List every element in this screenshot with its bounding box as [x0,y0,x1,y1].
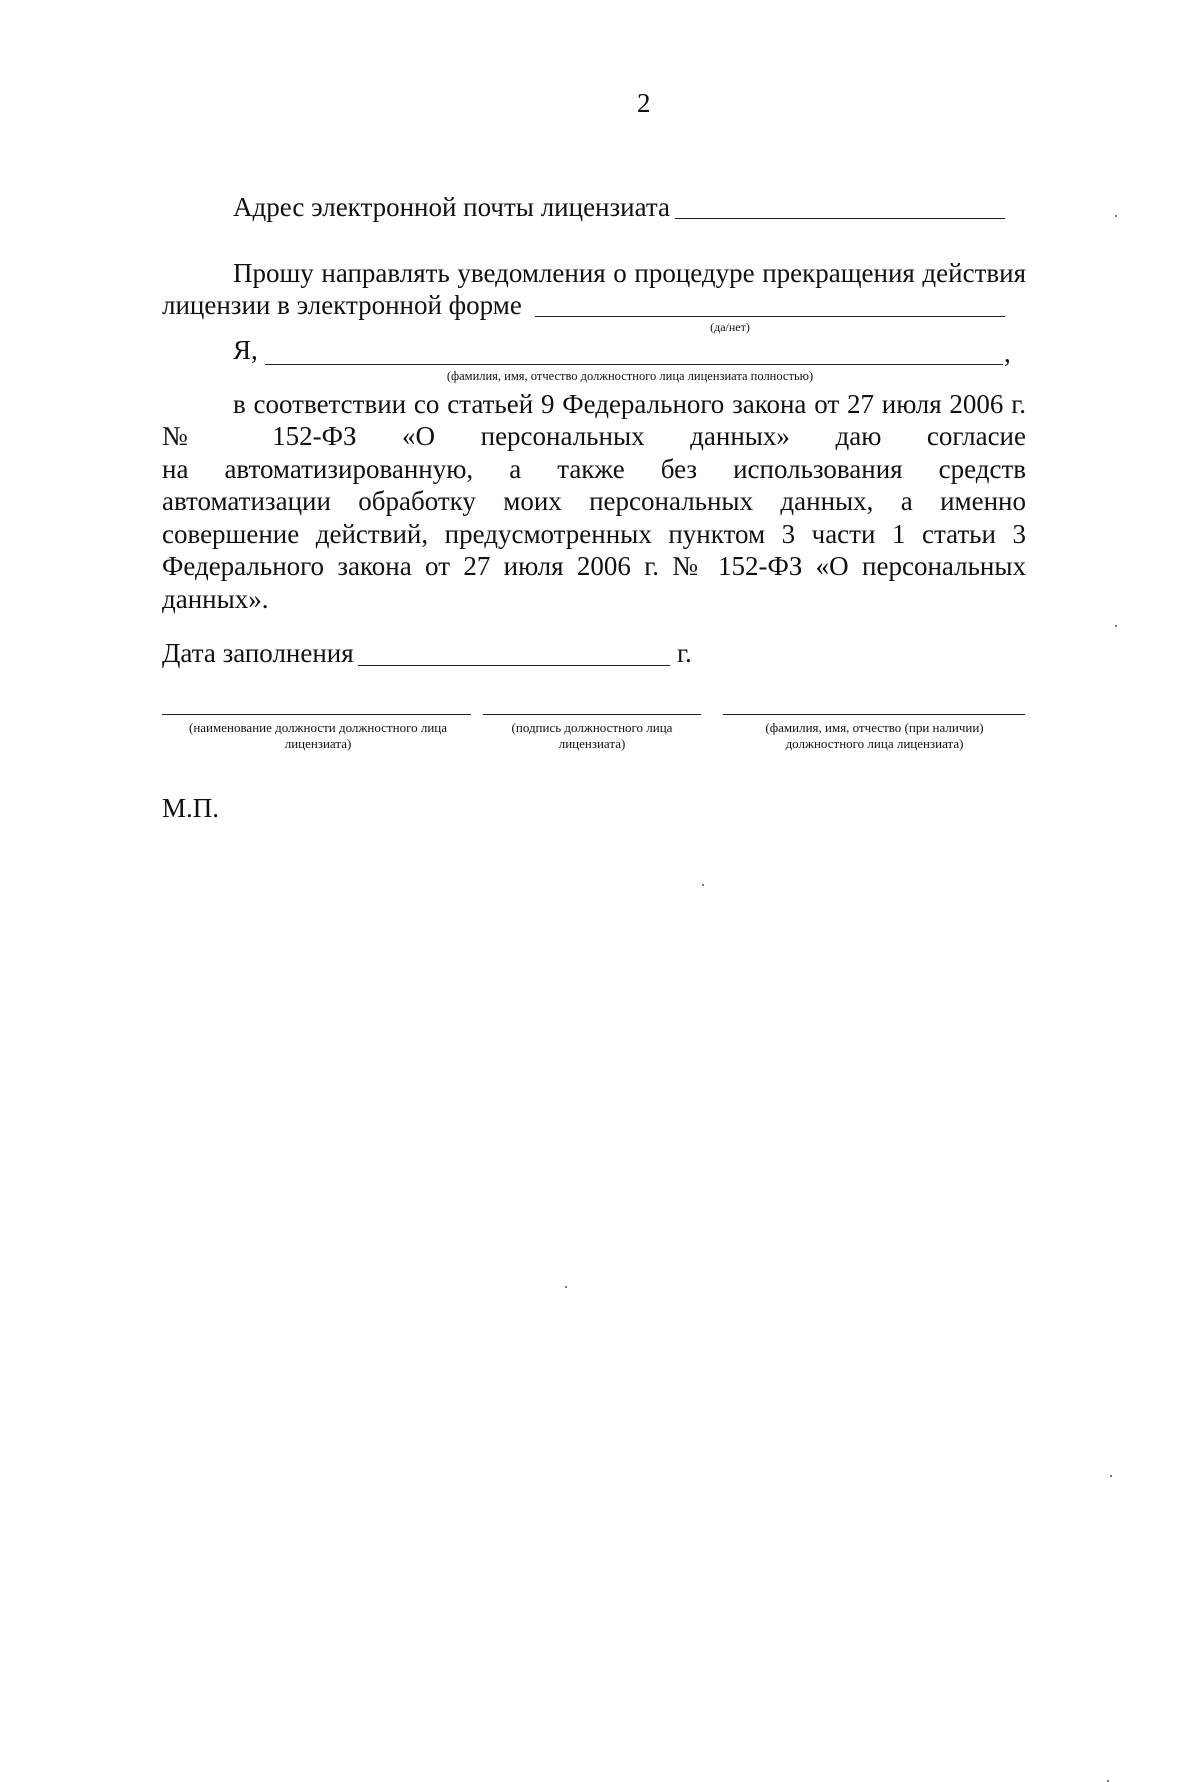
scan-speck [1110,1475,1112,1477]
notify-field-line[interactable] [535,316,1005,317]
notify-text-line1: Прошу направлять уведомления о процедуре прекращения действия [233,258,1026,288]
consent-line-7: данных». [162,583,269,614]
scan-speck [1115,625,1117,627]
fio-field-line[interactable] [723,714,1025,715]
fio-hint: (фамилия, имя, отчество (при наличии) должностного лица лицензиата) [765,720,984,752]
email-field-line[interactable] [675,218,1005,219]
page-number: 2 [637,88,651,118]
date-field-line[interactable] [358,665,670,666]
name-field-line[interactable] [265,364,1003,365]
email-label: Адрес электронной почты лицензиата [233,192,671,222]
scan-speck [702,884,704,886]
stamp-label: М.П. [162,793,220,823]
date-label: Дата заполнения [162,638,354,668]
consent-line-1: в соответствии со статьей 9 Федерального закона от 27 июля 2006 г. [233,389,1026,419]
scan-speck [565,1286,567,1288]
signature-hint: (подпись должностного лица лицензиата) [511,720,673,752]
consent-line-6: Федерального закона от 27 июля 2006 г. № 152-ФЗ «О персональных [162,551,1026,581]
notify-hint: (да/нет) [710,320,750,334]
position-field-line[interactable] [162,714,471,715]
notify-text-line2: лицензии в электронной форме [162,290,522,320]
consent-line-5: совершение действий, предусмотренных пунктом 3 части 1 статьи 3 [162,518,1026,549]
signature-field-line[interactable] [483,714,701,715]
consent-paragraph [162,420,1026,615]
consent-line-4: автоматизации обработку моих персональных данных, а именно [162,486,1026,516]
name-hint: (фамилия, имя, отчество должностного лица лицензиата полностью) [446,369,814,383]
consent-line-3: на автоматизированную, а также без использования средств [162,453,1026,484]
name-comma: , [1004,338,1011,368]
scan-speck [1115,215,1117,217]
consent-line-2: № 152-ФЗ «О персональных данных» даю согласие [162,421,1026,451]
ya-label: Я, [233,335,258,365]
date-suffix: г. [677,638,692,668]
position-hint: (наименование должности должностного лица лицензиата) [188,720,448,752]
